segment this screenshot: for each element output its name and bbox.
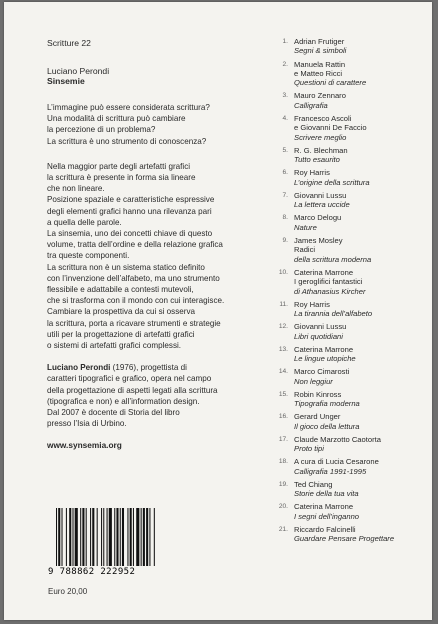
barcode-bar — [72, 508, 73, 566]
barcode-bar — [69, 508, 71, 566]
blurb-line: tra queste componenti. — [47, 251, 130, 261]
book-author-line: Caterina Marrone — [294, 502, 354, 512]
list-item — [268, 168, 428, 187]
list-item — [268, 502, 428, 521]
book-author-line: Adrian Frutiger — [294, 37, 345, 46]
book-author-line: R. G. Blechman — [294, 145, 348, 155]
barcode-bar — [127, 508, 128, 566]
book-author-line: Claude Marzotto Caotorta — [294, 434, 381, 444]
list-item-text — [294, 480, 359, 499]
list-item — [268, 435, 428, 454]
blurb-line: che non lineare. — [47, 184, 105, 194]
list-item-text — [294, 525, 394, 544]
list-item-text — [294, 457, 379, 476]
book-author-line: Caterina Marrone — [294, 267, 354, 277]
barcode-bar — [80, 508, 81, 566]
blurb-paragraph — [47, 161, 267, 351]
intro-line: L’immagine può essere considerata scrittura? — [47, 103, 210, 112]
list-item — [268, 268, 428, 296]
book-author-line: Marco Delogu — [294, 213, 342, 223]
list-item-number: 13. — [278, 345, 288, 353]
description-column — [47, 38, 267, 450]
book-author-line: I geroglifici fantastici — [294, 277, 363, 287]
book-author-line: Caterina Marrone — [294, 344, 354, 354]
barcode-bar — [107, 508, 108, 566]
barcode-bar — [154, 508, 155, 566]
list-item-number: 3. — [282, 92, 288, 100]
book-author-line: James Mosley — [294, 235, 343, 245]
list-item-number: 15. — [278, 390, 288, 398]
book-title-line: Tutto esaurito — [294, 155, 340, 165]
list-item — [268, 91, 428, 110]
book-author-line: Manuela Rattin — [294, 59, 346, 69]
barcode-bar — [66, 508, 67, 566]
list-item-number: 5. — [282, 146, 288, 154]
list-item-number: 2. — [282, 60, 288, 68]
list-item — [268, 114, 428, 142]
book-title-line: L’origine della scrittura — [294, 177, 370, 187]
list-item — [268, 345, 428, 364]
list-item-number: 14. — [278, 368, 288, 376]
book-title-line: Non leggiur — [294, 376, 333, 386]
list-item-text — [294, 91, 346, 110]
list-item — [268, 300, 428, 319]
barcode-bar — [75, 508, 78, 566]
book-title-line: Guardare Pensare Progettare — [294, 534, 395, 544]
website-link[interactable]: www.synsemia.org — [47, 440, 122, 451]
book-title-line: Calligrafia 1991-1995 — [294, 466, 367, 476]
blurb-line: che si trasforma con il mondo con cui interagisce. — [47, 296, 225, 306]
book-author-line: A cura di Lucia Cesarone — [294, 457, 379, 467]
book-author-line: Giovanni Lussu — [294, 190, 347, 200]
book-author-line: Ted Chiang — [294, 479, 333, 489]
book-title-line: della scrittura moderna — [294, 254, 372, 264]
list-item-number: 10. — [278, 268, 288, 276]
intro-line: Una modalità di scrittura può cambiare — [47, 114, 186, 124]
list-item-number: 8. — [282, 214, 288, 222]
bio-line: caratteri tipografici e grafico, opera nel campo — [47, 374, 212, 384]
list-item — [268, 37, 428, 56]
blurb-line: degli elementi grafici hanno una rilevanza pari — [47, 206, 212, 216]
barcode-bar — [133, 508, 134, 566]
list-item-number: 6. — [282, 169, 288, 177]
book-author-line: Mauro Zennaro — [294, 91, 346, 101]
book-author-line: Roy Harris — [294, 299, 330, 309]
list-item-number: 11. — [279, 300, 288, 308]
book-author-line: Francesco Ascoli — [294, 113, 352, 123]
book-author-line: e Matteo Ricci — [294, 68, 343, 78]
list-item — [268, 525, 428, 544]
barcode-bar — [90, 508, 91, 566]
list-item-text — [294, 236, 371, 264]
list-item-text — [294, 168, 370, 187]
bio-line: (tipografica e non) e all’information design. — [47, 396, 200, 406]
bio-line: presso l’Isia di Urbino. — [47, 419, 127, 429]
book-back-cover — [4, 2, 432, 620]
list-item-text — [294, 37, 346, 56]
list-item-text — [294, 435, 381, 454]
barcode-bar — [116, 508, 118, 566]
blurb-line: utili per la progettazione di artefatti grafici — [47, 329, 195, 339]
price-label: Euro 20,00 — [48, 587, 88, 596]
list-item — [268, 236, 428, 264]
intro-questions — [47, 102, 267, 147]
list-item-text — [294, 367, 349, 386]
isbn-number: 9 788862 222952 — [48, 567, 136, 577]
list-item — [268, 213, 428, 232]
list-item-text — [294, 390, 360, 409]
barcode-bar — [56, 508, 57, 566]
isbn-barcode — [56, 508, 156, 566]
barcode-bar — [143, 508, 145, 566]
author-bio — [47, 362, 267, 429]
list-item-text — [294, 345, 356, 364]
blurb-line: Cambiare la prospettiva da cui si osserva — [47, 307, 196, 317]
list-item — [268, 480, 428, 499]
list-item-number: 21. — [278, 525, 288, 533]
bio-line: della progettazione di aspetti legati alla scrittura — [47, 385, 218, 395]
blurb-line: La scrittura non è un sistema statico definito — [47, 262, 205, 272]
blurb-line: a quella delle parole. — [47, 217, 122, 227]
list-item — [268, 457, 428, 476]
book-title-line: di Athanasius Kircher — [294, 286, 366, 296]
blurb-line: volume, tratta dell’ordine e della relazione grafica — [47, 240, 223, 250]
blurb-line: o sistemi di artefatti grafici complessi. — [47, 341, 182, 351]
list-item-text — [294, 412, 359, 431]
book-author-line: Marco Cimarosti — [294, 367, 350, 377]
barcode-bar — [149, 508, 150, 566]
intro-line: La scrittura è uno strumento di conoscenza? — [47, 136, 207, 146]
book-title-line: I segni dell’inganno — [294, 511, 360, 521]
barcode-bar — [86, 508, 87, 566]
barcode-bar — [120, 508, 121, 566]
list-item-text — [294, 322, 346, 341]
book-title-line: Libri quotidiani — [294, 331, 343, 341]
bio-first-line-rest: (1976), progettista di — [110, 363, 187, 373]
list-item-number: 1. — [282, 38, 288, 45]
list-item-text — [294, 114, 367, 142]
list-item-number: 17. — [278, 435, 288, 443]
book-author-line: Riccardo Falcinelli — [294, 524, 356, 534]
book-title-line: Scrivere meglio — [294, 132, 347, 142]
barcode-bar — [130, 508, 132, 566]
book-author-line: Roy Harris — [294, 168, 330, 178]
book-title-line: Calligrafia — [294, 100, 328, 110]
list-item-number: 9. — [282, 236, 288, 244]
author-name: Luciano Perondi — [47, 66, 110, 76]
blurb-line: flessibile e adattabile a contesti mutevoli, — [47, 285, 194, 295]
book-title-line: Segni & simboli — [294, 46, 347, 56]
barcode-bar — [141, 508, 142, 566]
blurb-line: Posizione spaziale e caratteristiche espressive — [47, 195, 215, 205]
book-title-line: Tipografia moderna — [294, 399, 360, 409]
barcode-bar — [103, 508, 104, 566]
series-titles-list — [268, 37, 428, 547]
list-item-text — [294, 213, 341, 232]
blurb-line: con l’invenzione dell’alfabeto, ma uno strumento — [47, 273, 220, 283]
blurb-line: La sinsemia, uno dei concetti chiave di questo — [47, 229, 213, 239]
list-item-number: 12. — [278, 323, 288, 331]
list-item — [268, 412, 428, 431]
barcode-bar — [58, 508, 60, 566]
list-item-number: 7. — [282, 191, 288, 199]
list-item-text — [294, 502, 359, 521]
blurb-line: la scrittura, porta a ricavare strumenti e strategie — [47, 318, 221, 328]
book-author-line: Radici — [294, 245, 316, 255]
barcode-bar — [136, 508, 139, 566]
list-item-text — [294, 146, 348, 165]
list-item — [268, 390, 428, 409]
book-title-line: Il gioco della lettura — [294, 421, 360, 431]
list-item-number: 18. — [278, 458, 288, 466]
book-title-line: La tirannia dell’alfabeto — [294, 309, 373, 319]
barcode-bar — [97, 508, 98, 566]
barcode-bar — [92, 508, 94, 566]
blurb-line: Nella maggior parte degli artefatti grafici — [47, 161, 191, 171]
list-item — [268, 146, 428, 165]
list-item — [268, 60, 428, 88]
barcode-bar — [122, 508, 124, 566]
list-item-text — [294, 268, 365, 296]
list-item-text — [294, 191, 350, 210]
book-author-line: e Giovanni De Faccio — [294, 123, 367, 133]
book-title-line: Questioni di carattere — [294, 78, 367, 88]
barcode-bar — [82, 508, 84, 566]
barcode-bar — [109, 508, 112, 566]
barcode-bar — [146, 508, 148, 566]
barcode-block — [48, 508, 160, 596]
list-item-number: 4. — [282, 114, 288, 122]
list-item-number: 20. — [278, 503, 288, 511]
intro-line: la percezione di un problema? — [47, 125, 156, 135]
barcode-bar — [101, 508, 102, 566]
book-title-line: Storie della tua vita — [294, 489, 359, 499]
book-author-line: Gerard Unger — [294, 412, 341, 422]
list-item-text — [294, 60, 366, 88]
list-item-text — [294, 300, 372, 319]
blurb-line: la scrittura è presente in forma sia lineare — [47, 173, 196, 183]
bio-first-line — [47, 362, 267, 373]
book-title-line: Le lingue utopiche — [294, 354, 356, 364]
series-label: Scritture 22 — [47, 38, 91, 48]
bio-line: Dal 2007 è docente di Storia del libro — [47, 408, 180, 418]
book-title-line: Proto tipi — [294, 444, 324, 454]
list-item-number: 16. — [278, 413, 288, 421]
list-item — [268, 191, 428, 210]
book-title-line: La lettera uccide — [294, 200, 350, 210]
book-author-line: Robin Kinross — [294, 389, 342, 399]
list-item — [268, 367, 428, 386]
bio-author-name: Luciano Perondi — [47, 363, 111, 373]
book-author-line: Giovanni Lussu — [294, 322, 347, 332]
list-item-number: 19. — [278, 480, 288, 488]
barcode-bar — [114, 508, 115, 566]
barcode-bar — [61, 508, 62, 566]
book-title: Sinsemie — [47, 76, 85, 86]
list-item — [268, 322, 428, 341]
book-title-line: Nature — [294, 222, 317, 232]
